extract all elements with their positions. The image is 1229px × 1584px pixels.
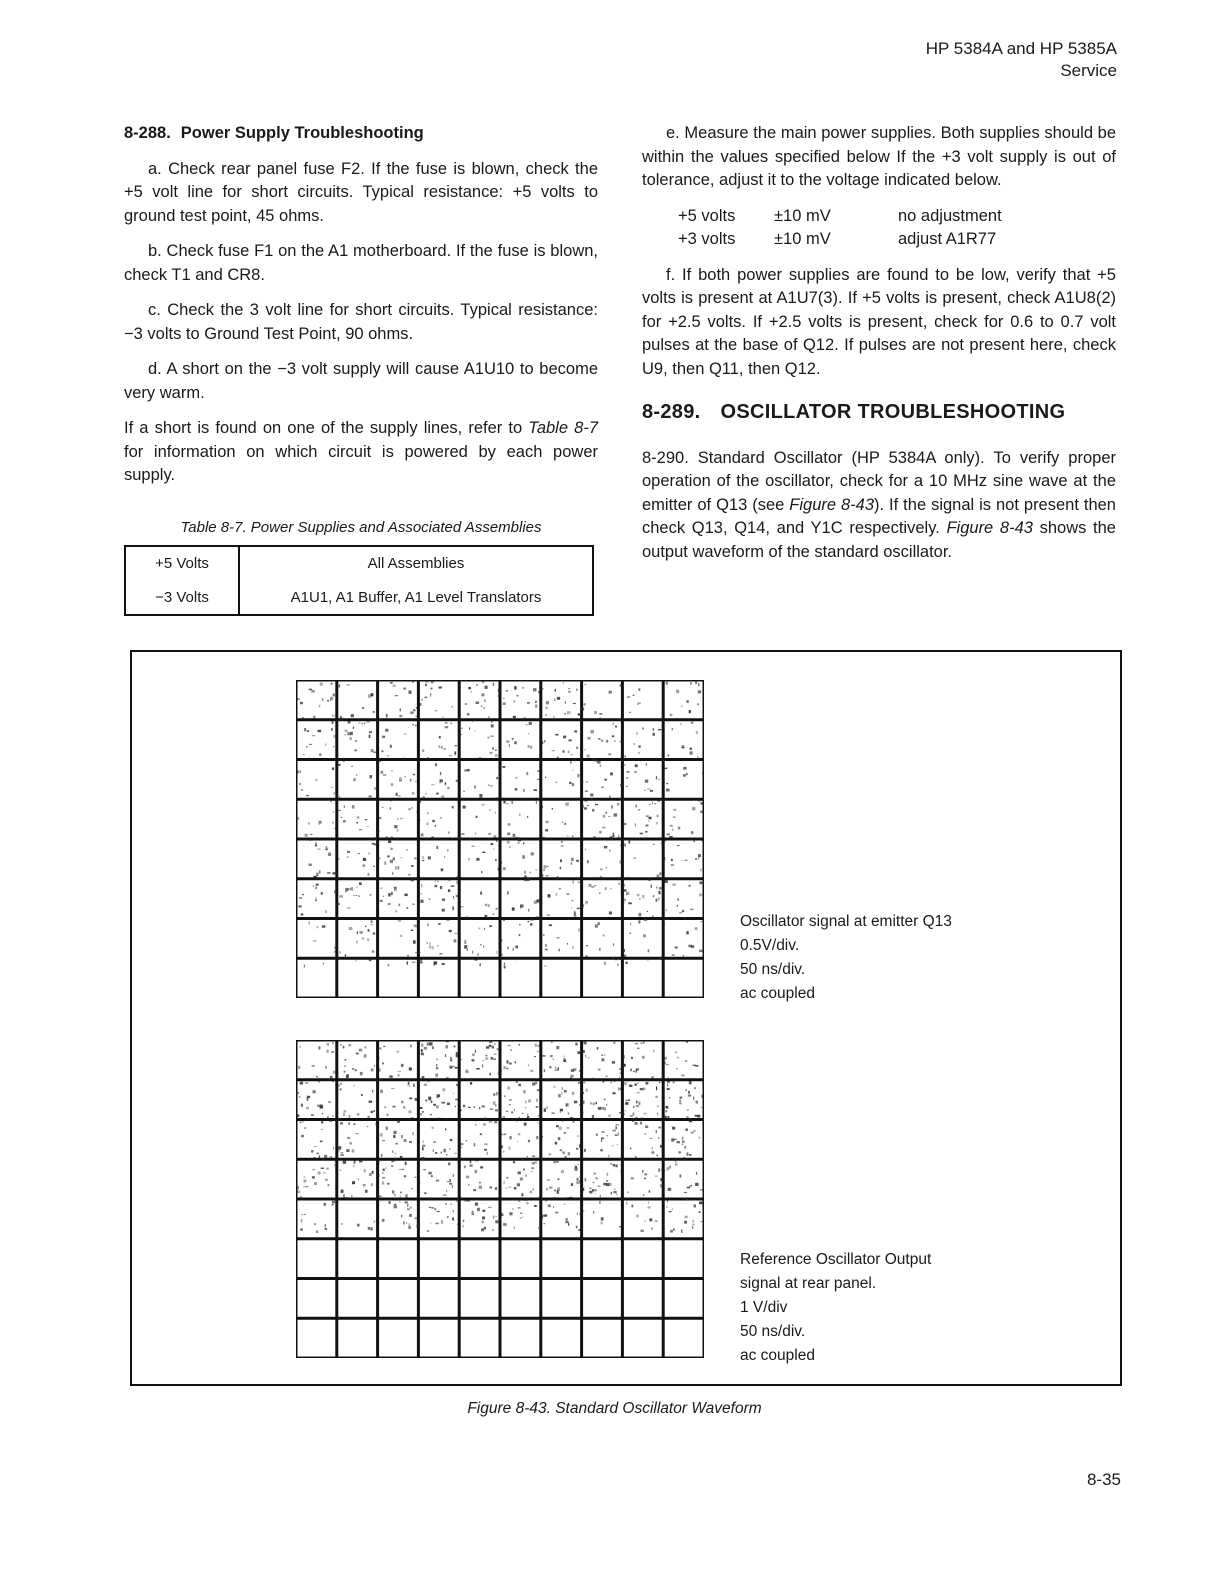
spec-voltage: +3 volts	[678, 230, 736, 248]
paragraph-a: a. Check rear panel fuse F2. If the fuse is blown, check the +5 volt line for short circuits. Typical resistance: +5 volts to ground test point, 45 ohms.	[124, 159, 598, 225]
table-caption: Table 8-7. Power Supplies and Associated Assemblies	[180, 518, 542, 536]
section-number: 8-288.	[124, 124, 171, 142]
caption-line: 0.5V/div.	[740, 937, 800, 954]
spec-tolerance: ±10 mV	[774, 206, 831, 225]
page-number: 8-35	[1086, 1470, 1121, 1489]
section-title: Power Supply Troubleshooting	[180, 124, 424, 142]
spec-tolerance: ±10 mV	[774, 230, 831, 248]
caption-line: ac coupled	[740, 1347, 815, 1364]
spec-row	[678, 205, 1116, 229]
spec-voltage: +5 volts	[678, 206, 736, 225]
caption-line: 50 ns/div.	[740, 961, 806, 978]
spec-adjustment: adjust A1R77	[898, 230, 997, 248]
spec-adjustment: no adjustment	[898, 206, 1002, 225]
scope-caption-bottom	[740, 1248, 931, 1368]
paragraph-f: f. If both power supplies are found to be low, verify that +5 volts is present at A1U7(3). If +5 volts is present, check A1U8(2) for +2.5 volts. If +2.5 volts is present, check for 0.6 to 0.7 volt pulses at the base of Q12. If pulses are not present here, check U9, then Q11, then Q12.	[642, 265, 1116, 378]
paragraph-text: ). If the signal is not present then check Q13, Q14, and Y1C respectively.	[642, 495, 1116, 537]
paragraph-text: shows the output waveform of the standard oscillator.	[642, 519, 1116, 561]
header-section: Service	[1060, 61, 1117, 80]
header-product: HP 5384A and HP 5385A	[925, 39, 1117, 58]
caption-line: signal at rear panel.	[740, 1275, 877, 1292]
caption-line: ac coupled	[740, 985, 815, 1002]
paragraph-c: c. Check the 3 volt line for short circuits. Typical resistance: −3 volts to Ground Test Point, 90 ohms.	[124, 301, 598, 343]
paragraph-e: e. Measure the main power supplies. Both supplies should be within the values specified below If the +3 volt supply is out of tolerance, adjust it to the voltage indicated below.	[642, 124, 1116, 189]
right-column	[642, 122, 1116, 576]
page-header	[926, 38, 1117, 82]
table-cell-assemblies: A1U1, A1 Buffer, A1 Level Translators	[290, 588, 542, 606]
paragraph-short	[124, 417, 598, 488]
table-cell-voltage: −3 Volts	[125, 581, 239, 616]
paragraph-text: 8-290. Standard Oscillator (HP 5384A only). To verify proper operation of the oscillator, check for a 10 MHz sine wave at the emitter of Q13 (see	[642, 448, 1116, 514]
paragraph-d: d. A short on the −3 volt supply will cause A1U10 to become very warm.	[124, 360, 598, 402]
section-heading-8-288	[124, 122, 598, 146]
table-cell-assemblies: All Assemblies	[367, 555, 465, 572]
oscilloscope-trace-bottom	[296, 1040, 704, 1358]
power-supply-table	[124, 545, 594, 616]
table-row	[125, 546, 593, 581]
figure-reference: Figure 8-43	[789, 495, 875, 514]
figure-frame	[130, 650, 1122, 1386]
figure-caption: Figure 8-43. Standard Oscillator Waveform	[467, 1400, 762, 1417]
section-heading-8-289	[642, 401, 1116, 425]
spec-row	[678, 228, 1116, 252]
caption-line: Oscillator signal at emitter Q13	[740, 913, 952, 930]
left-column	[124, 122, 598, 616]
scope-caption-top	[740, 910, 952, 1006]
oscilloscope-grid-top	[296, 680, 704, 998]
table-row	[125, 581, 593, 616]
paragraph-8-290	[642, 447, 1116, 565]
supply-spec-list	[678, 205, 1116, 252]
paragraph-short-text: If a short is found on one of the supply lines, refer to	[124, 419, 529, 437]
caption-line: Reference Oscillator Output	[740, 1251, 932, 1268]
table-cell-voltage: +5 Volts	[125, 546, 239, 581]
table-reference: Table 8-7	[528, 419, 598, 437]
paragraph-short-text-end: for information on which circuit is powered by each power supply.	[124, 442, 598, 484]
oscilloscope-trace-top	[296, 680, 704, 998]
oscilloscope-grid-bottom	[296, 1040, 704, 1358]
caption-line: 50 ns/div.	[740, 1323, 806, 1340]
paragraph-b: b. Check fuse F1 on the A1 motherboard. If the fuse is blown, check T1 and CR8.	[124, 242, 598, 284]
figure-reference: Figure 8-43	[946, 519, 1033, 537]
section-title: OSCILLATOR TROUBLESHOOTING	[720, 401, 1066, 423]
section-number: 8-289.	[642, 401, 701, 423]
caption-line: 1 V/div	[740, 1299, 788, 1316]
